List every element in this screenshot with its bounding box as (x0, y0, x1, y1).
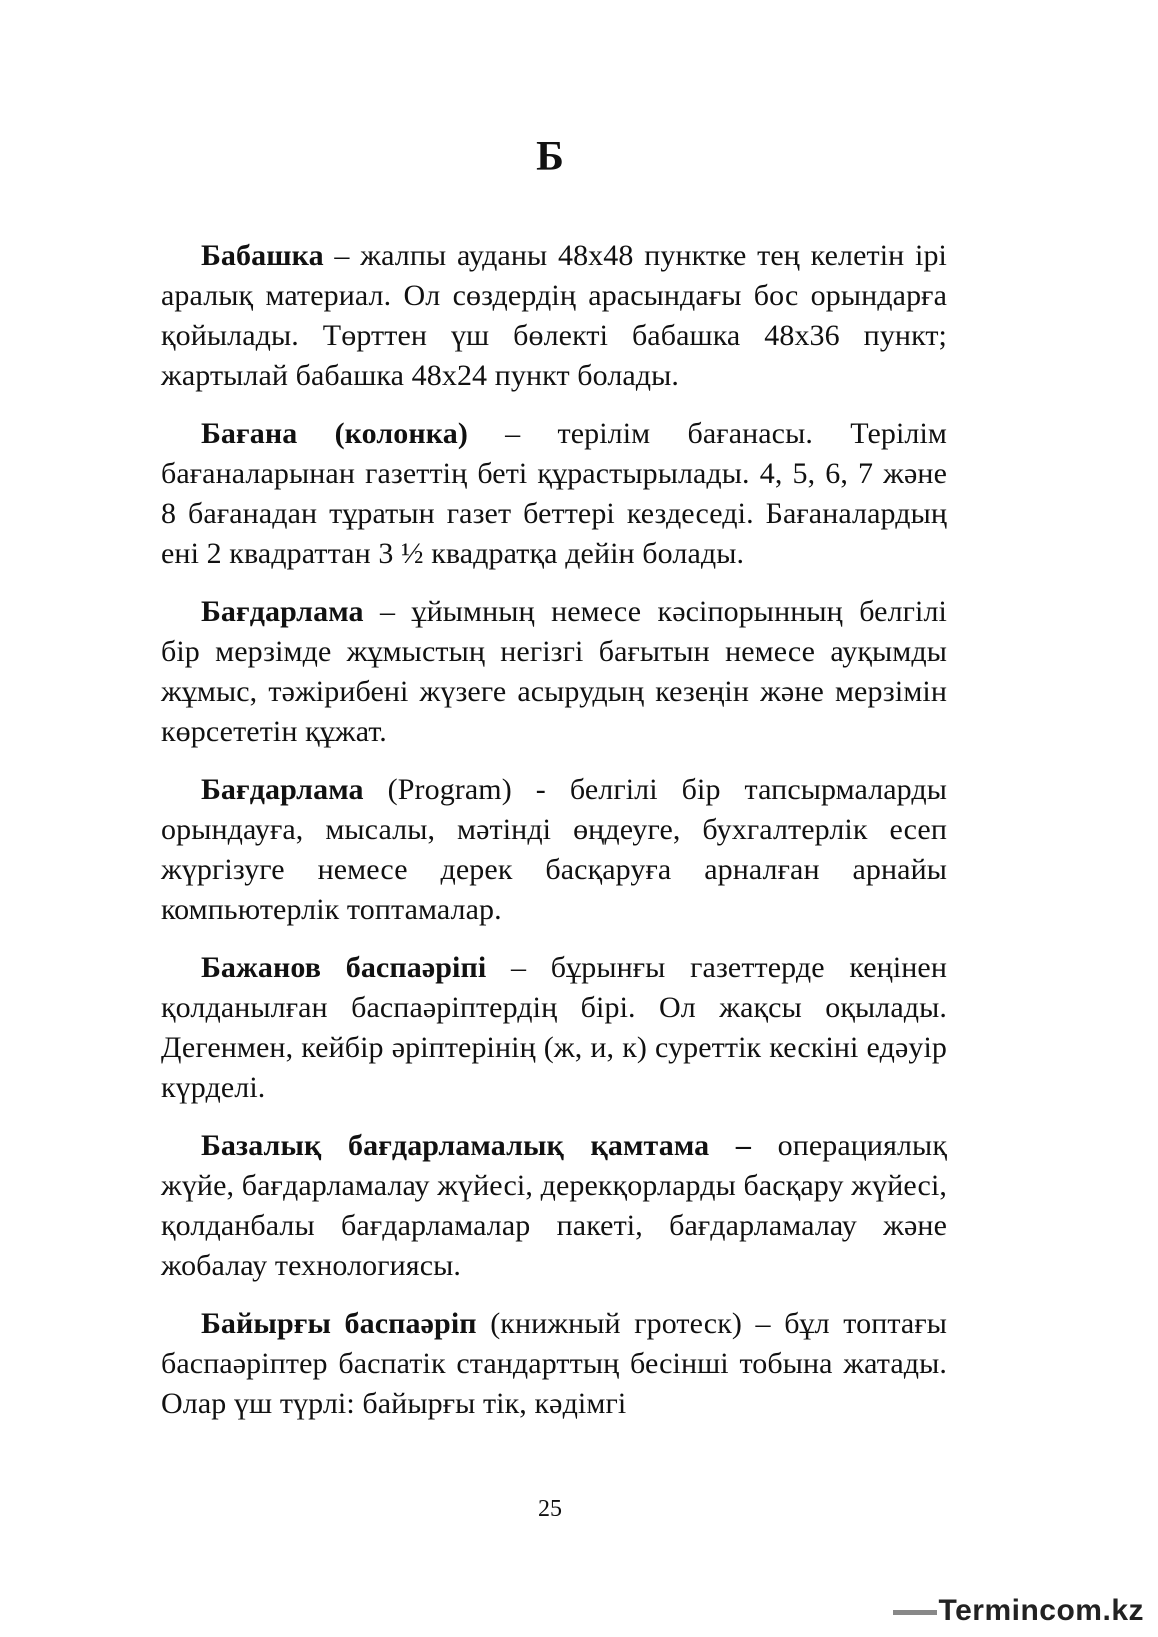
glossary-entry (161, 592, 947, 752)
glossary-entries (161, 236, 947, 1442)
entry-term: Базалық бағдарламалық қамтама – (201, 1129, 751, 1162)
section-heading: Б (536, 134, 564, 180)
watermark-text: Termincom.kz (938, 1594, 1144, 1627)
glossary-entry (161, 236, 947, 396)
entry-definition: (Program) - белгілі бір тапсырмаларды орындауға, мысалы, мәтінді өңдеуге, бухгалтерлік есеп жүргізуге немесе дерек басқаруға арналған арнайы компьютерлік топтамалар. (161, 773, 947, 926)
watermark-bar-icon (893, 1610, 937, 1615)
page-number: 25 (538, 1496, 562, 1522)
entry-term: Бағдарлама (201, 595, 364, 628)
entry-definition: – терілім бағанасы. Терілім бағаналарынан газеттің беті құрастырылады. 4, 5, 6, 7 және 8 бағанадан тұратын газет беттері кездеседі. Бағаналардың ені 2 квадраттан 3 ½ квадратқа дейін болады. (161, 417, 948, 570)
entry-term: Бағдарлама (201, 773, 364, 806)
glossary-entry (161, 1126, 947, 1286)
glossary-entry (161, 1304, 947, 1424)
entry-term: Бағана (колонка) (201, 417, 468, 450)
site-watermark (893, 1591, 1145, 1631)
glossary-entry (161, 948, 947, 1108)
entry-definition: – бұрынғы газеттерде кеңінен қолданылған баспаәріптердің бірі. Ол жақсы оқылады. Дегенмен, кейбір әріптерінің (ж, и, к) суреттік кескіні едәуір күрделі. (161, 951, 947, 1104)
entry-term: Байырғы баспаәріп (201, 1307, 477, 1340)
entry-definition: – ұйымның немесе кәсіпорынның белгілі бір мерзімде жұмыстың негізгі бағытын немесе ауқымды жұмыс, тәжірибені жүзеге асырудың кезеңін және мерзімін көрсететін құжат. (161, 595, 947, 748)
entry-term: Бажанов баспаәріпі (201, 951, 487, 984)
entry-term: Бабашка (201, 239, 324, 272)
entry-definition: операциялық жүйе, бағдарламалау жүйесі, дерекқорларды басқару жүйесі, қолданбалы бағдарламалар пакеті, бағдарламалау және жобалау технологиясы. (161, 1129, 947, 1282)
entry-definition: – жалпы ауданы 48х48 пунктке тең келетін ірі аралық материал. Ол сөздердің арасындағы бос орындарға қойылады. Төрттен үш бөлекті бабашка 48х36 пункт; жартылай бабашка 48х24 пункт болады. (161, 239, 947, 392)
glossary-entry (161, 770, 947, 930)
entry-definition: (книжный гротеск) – бұл топтағы баспаәріптер баспатік стандарттың бесінші тобына жатады. Олар үш түрлі: байырғы тік, кәдімгі (161, 1307, 947, 1420)
glossary-entry (161, 414, 947, 574)
